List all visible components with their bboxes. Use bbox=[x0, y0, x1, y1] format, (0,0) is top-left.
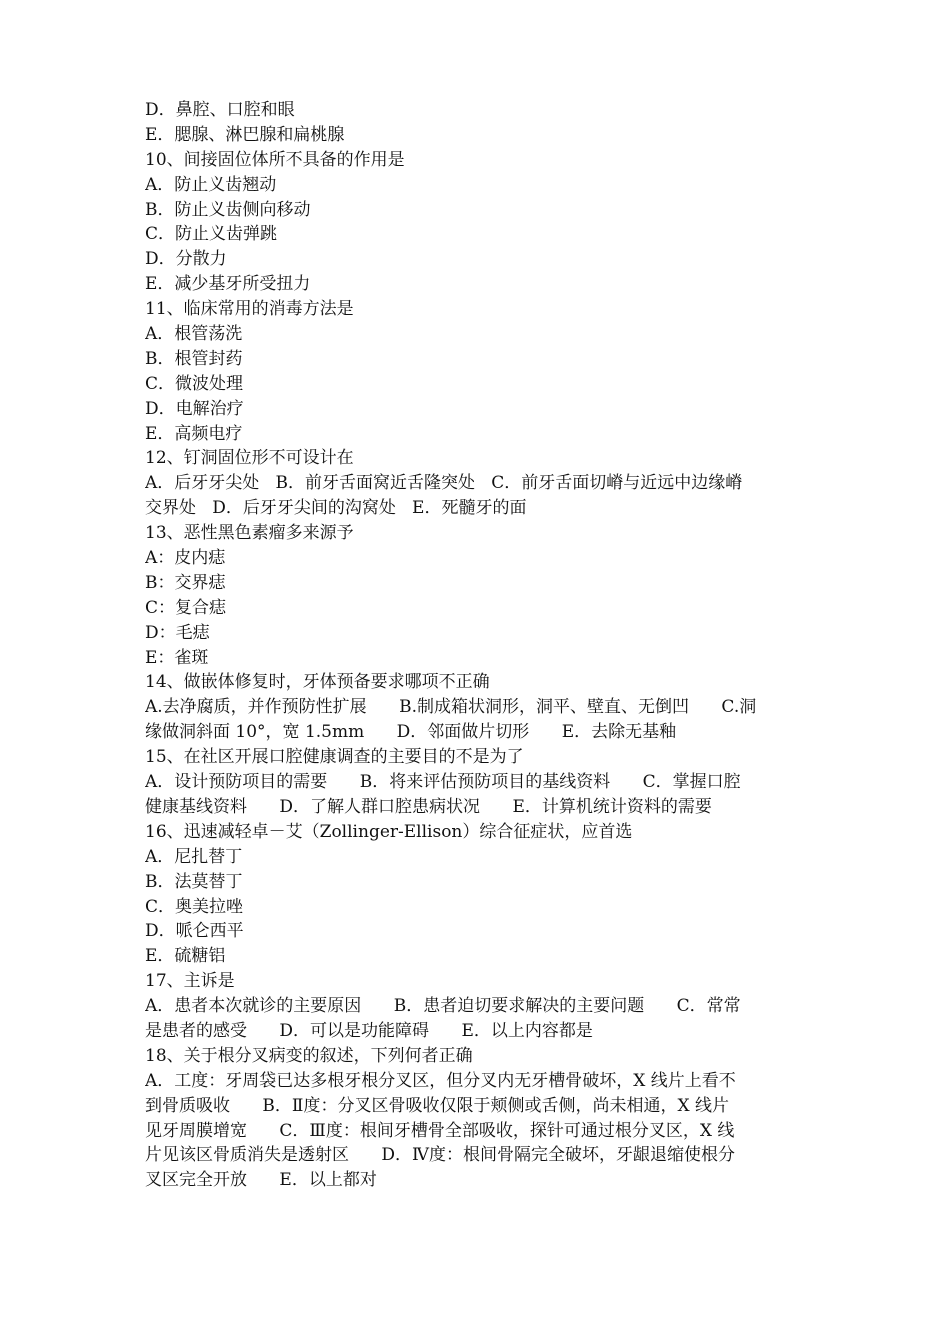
option-line: D．分散力 bbox=[145, 249, 227, 270]
option-line: E．减少基牙所受扭力 bbox=[145, 274, 311, 295]
option-line: C：复合痣 bbox=[145, 597, 227, 618]
option-line: E．高频电疗 bbox=[145, 423, 243, 444]
option-line: A．尼扎替丁 bbox=[145, 846, 243, 867]
option-line: 健康基线资料 D．了解人群口腔患病状况 E．计算机统计资料的需要 bbox=[145, 796, 712, 817]
option-line: E：雀斑 bbox=[145, 647, 209, 668]
option-line: D：毛痣 bbox=[145, 622, 210, 643]
option-line: 是患者的感受 D．可以是功能障碍 E．以上内容都是 bbox=[145, 1020, 593, 1041]
option-line: C．奥美拉唑 bbox=[145, 896, 244, 917]
option-line: E．腮腺、淋巴腺和扁桃腺 bbox=[145, 124, 345, 145]
option-line: C．防止义齿弹跳 bbox=[145, 224, 278, 245]
option-line: 交界处 D．后牙牙尖间的沟窝处 E．死髓牙的面 bbox=[145, 498, 527, 519]
document-body bbox=[145, 98, 810, 1193]
option-line: 缘做洞斜面 10°，宽 1.5mm D．邻面做片切形 E．去除无基釉 bbox=[145, 722, 677, 743]
option-line: A．患者本次就诊的主要原因 B．患者迫切要求解决的主要问题 C．常常 bbox=[145, 996, 741, 1017]
option-line: D．电解治疗 bbox=[145, 398, 244, 419]
option-line: 到骨质吸收 B．Ⅱ度：分叉区骨吸收仅限于颊侧或舌侧，尚未相通，X 线片 bbox=[145, 1095, 729, 1116]
option-line: 见牙周膜增宽 C．Ⅲ度：根间牙槽骨全部吸收，探针可通过根分叉区，X 线 bbox=[145, 1120, 735, 1141]
option-line: A．设计预防项目的需要 B．将来评估预防项目的基线资料 C．掌握口腔 bbox=[145, 772, 741, 793]
option-line: A：皮内痣 bbox=[145, 548, 226, 569]
option-line: A.去净腐质，并作预防性扩展 B.制成箱状洞形，洞平、壁直、无倒凹 C.洞 bbox=[145, 697, 757, 718]
option-line: E．硫糖铝 bbox=[145, 946, 226, 967]
option-line: B．防止义齿侧向移动 bbox=[145, 199, 311, 220]
question-line: 17、主诉是 bbox=[145, 971, 235, 992]
option-line: B：交界痣 bbox=[145, 572, 226, 593]
question-line: 13、恶性黑色素瘤多来源予 bbox=[145, 523, 354, 544]
option-line: A．根管荡洗 bbox=[145, 324, 243, 345]
option-line: B．法莫替丁 bbox=[145, 871, 243, 892]
option-line: D．鼻腔、口腔和眼 bbox=[145, 100, 295, 120]
option-line: A．防止义齿翘动 bbox=[145, 174, 277, 195]
option-line: A．后牙牙尖处 B．前牙舌面窝近舌隆突处 C．前牙舌面切嵴与近远中边缘嵴 bbox=[145, 473, 743, 494]
question-line: 11、临床常用的消毒方法是 bbox=[145, 299, 354, 320]
option-line: 叉区完全开放 E．以上都对 bbox=[145, 1170, 377, 1191]
question-line: 12、钉洞固位形不可设计在 bbox=[145, 448, 354, 469]
option-line: A．工度：牙周袋已达多根牙根分叉区，但分叉内无牙槽骨破坏，X 线片上看不 bbox=[145, 1070, 736, 1091]
option-line: C．微波处理 bbox=[145, 373, 244, 394]
option-line: B．根管封药 bbox=[145, 348, 243, 369]
option-line: 片见该区骨质消失是透射区 D．Ⅳ度：根间骨隔完全破坏，牙龈退缩使根分 bbox=[145, 1145, 736, 1166]
option-line: D．哌仑西平 bbox=[145, 921, 244, 942]
question-line: 16、迅速减轻卓－艾（Zollinger-Ellison）综合征症状，应首选 bbox=[145, 821, 633, 842]
question-line: 15、在社区开展口腔健康调查的主要目的不是为了 bbox=[145, 747, 524, 768]
question-line: 18、关于根分叉病变的叙述，下列何者正确 bbox=[145, 1045, 473, 1066]
question-line: 10、间接固位体所不具备的作用是 bbox=[145, 149, 405, 170]
question-line: 14、做嵌体修复时，牙体预备要求哪项不正确 bbox=[145, 672, 490, 693]
